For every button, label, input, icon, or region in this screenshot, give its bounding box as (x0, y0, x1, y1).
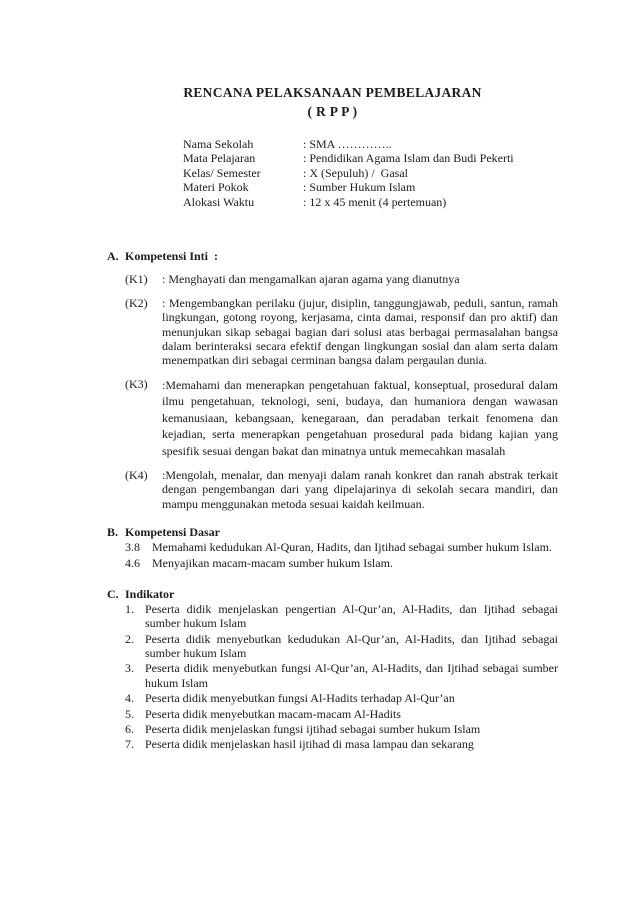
list-item (125, 737, 558, 751)
field-value: : X (Sepuluh) / Gasal (303, 165, 408, 180)
item-text: :Mengolah, menalar, dan menyaji dalam ranah konkret dan ranah abstrak terkait dengan pengembangan dari yang dipelajarinya di sekolah secara mandiri, dan mampu menggunakan metoda sesuai kaidah keilmuan. (162, 467, 558, 511)
item-text: Menyajikan macam-macam sumber hukum Islam. (152, 555, 393, 570)
page-title (107, 83, 558, 121)
list-item (125, 272, 558, 286)
item-number: 1. (125, 601, 134, 616)
list-item (125, 632, 558, 661)
item-number: 3.8 (125, 539, 140, 554)
item-text: Peserta didik menyebutkan kedudukan Al-Qur’an, Al-Hadits, dan Ijtihad sebagai sumber hukum Islam (145, 631, 558, 660)
section-title: Kompetensi Dasar (125, 525, 220, 540)
list-item (125, 556, 558, 570)
item-number: (K1) (125, 272, 148, 287)
list-item (125, 661, 558, 690)
section-kompetensi-inti (107, 249, 558, 511)
list-item (125, 540, 558, 554)
title-line-2: ( R P P ) (307, 104, 358, 119)
field-label: Nama Sekolah (183, 137, 254, 151)
section-heading (107, 249, 558, 263)
item-text: : Mengembangkan perilaku (jujur, disiplin, tanggungjawab, peduli, santun, ramah lingkungan, gotong royong, kerjasama, cinta damai, responsif dan pro aktif) dan menunjukan sikap sebagai bagian dari solusi atas berbagai permasalahan bangsa dalam berinteraksi secara efektif dengan lingkungan sosial dan alam serta dalam menempatkan diri sebagai cerminan bangsa dalam pergaulan dunia. (162, 295, 558, 368)
field-label: Materi Pokok (183, 180, 249, 195)
section-title: Kompetensi Inti : (125, 249, 218, 264)
item-number: 5. (125, 706, 134, 721)
section-heading (107, 525, 558, 539)
field-value: : Pendidikan Agama Islam dan Budi Pekerti (303, 151, 514, 166)
item-text: Peserta didik menjelaskan hasil ijtihad di masa lampau dan sekarang (145, 737, 474, 752)
field-label: Mata Pelajaran (183, 151, 256, 166)
section-title: Indikator (125, 587, 175, 602)
item-number: 4.6 (125, 555, 140, 570)
header-field-row (183, 166, 558, 180)
item-number: (K3) (125, 376, 148, 391)
list-item (125, 602, 558, 631)
item-number: 2. (125, 631, 134, 646)
field-value: : 12 x 45 menit (4 pertemuan) (303, 194, 447, 209)
header-field-row (183, 137, 558, 151)
list-item (125, 377, 558, 459)
section-heading (107, 587, 558, 601)
item-text: Peserta didik menyebutkan fungsi Al-Hadits terhadap Al-Qur’an (145, 691, 455, 706)
item-number: 4. (125, 691, 134, 706)
item-text: Peserta didik menyebutkan macam-macam Al-Hadits (145, 706, 401, 721)
section-letter: B. (107, 525, 119, 540)
list-item (125, 296, 558, 368)
header-field-row (183, 195, 558, 209)
header-field-row (183, 151, 558, 165)
item-number: (K4) (125, 467, 148, 482)
list-item (125, 468, 558, 511)
item-text: : Menghayati dan mengamalkan ajaran agama yang dianutnya (162, 272, 460, 287)
list-item (125, 707, 558, 721)
item-number: 7. (125, 737, 134, 752)
item-number: (K2) (125, 295, 148, 310)
item-number: 3. (125, 661, 134, 676)
field-label: Kelas/ Semester (183, 165, 261, 180)
field-value: : SMA ………….. (303, 137, 392, 151)
section-letter: A. (107, 249, 119, 264)
item-text: Peserta didik menyebutkan fungsi Al-Qur’an, Al-Hadits, dan Ijtihad sebagai sumber hukum Islam (145, 661, 558, 690)
section-indikator (107, 587, 558, 751)
field-value: : Sumber Hukum Islam (303, 180, 416, 195)
list-item (125, 691, 558, 705)
item-text: Memahami kedudukan Al-Quran, Hadits, dan Ijtihad sebagai sumber hukum Islam. (152, 539, 552, 554)
item-number: 6. (125, 722, 134, 736)
list-item (125, 722, 558, 736)
header-fields (183, 137, 558, 209)
title-line-1: RENCANA PELAKSANAAN PEMBELAJARAN (183, 85, 482, 100)
header-field-row (183, 180, 558, 194)
item-text: :Memahami dan menerapkan pengetahuan faktual, konseptual, prosedural dalam ilmu pengetahuan, teknologi, seni, budaya, dan humaniora dengan wawasan kemanusiaan, kebangsaan, kenegaraan, dan peradaban terkait fenomena dan kejadian, serta menerapkan pengetahuan prosedural pada bidang kajian yang spesifik sesuai dengan bakat dan minatnya untuk memecahkan masalah (162, 377, 558, 458)
item-text: Peserta didik menjelaskan fungsi ijtihad sebagai sumber hukum Islam (145, 722, 481, 736)
field-label: Alokasi Waktu (183, 194, 255, 209)
section-kompetensi-dasar (107, 525, 558, 570)
section-letter: C. (107, 587, 119, 602)
item-text: Peserta didik menjelaskan pengertian Al-Qur’an, Al-Hadits, dan Ijtihad sebagai sumber hukum Islam (145, 601, 558, 631)
